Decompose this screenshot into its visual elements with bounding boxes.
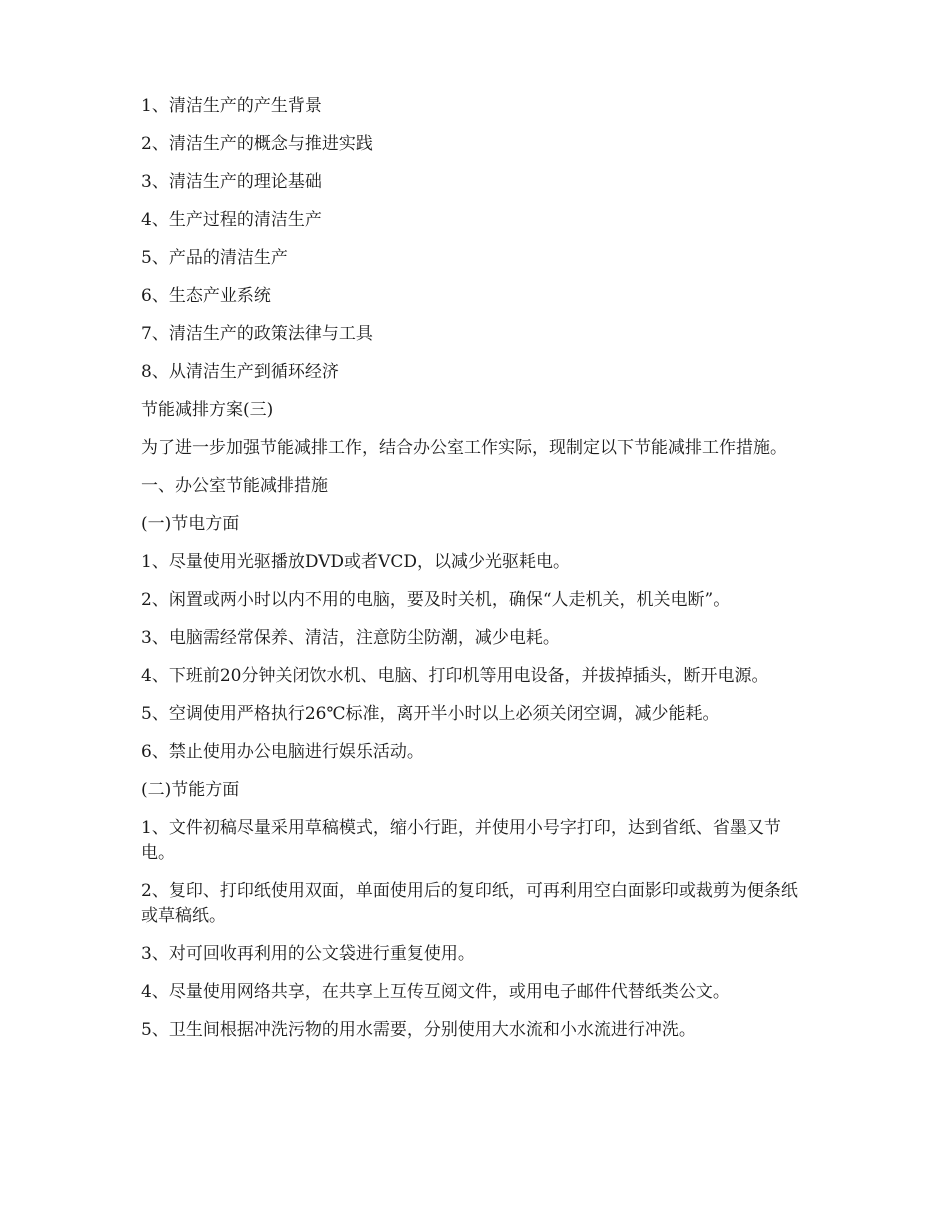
energy-item-3: 3、对可回收再利用的公文袋进行重复使用。: [141, 944, 475, 964]
toc-item-4: 4、生产过程的清洁生产: [141, 210, 322, 230]
toc-item-7: 7、清洁生产的政策法律与工具: [141, 324, 373, 344]
energy-item-1: 1、文件初稿尽量采用草稿模式，缩小行距，并使用小号字打印，达到省纸、省墨又节电。: [141, 818, 781, 863]
power-item-5: 5、空调使用严格执行26℃标准，离开半小时以上必须关闭空调，减少能耗。: [141, 704, 720, 724]
intro-paragraph: 为了进一步加强节能减排工作，结合办公室工作实际，现制定以下节能减排工作措施。: [141, 438, 787, 458]
toc-item-5: 5、产品的清洁生产: [141, 248, 288, 268]
power-item-1: 1、尽量使用光驱播放DVD或者VCD，以减少光驱耗电。: [141, 552, 570, 572]
power-item-4: 4、下班前20分钟关闭饮水机、电脑、打印机等用电设备，并拔掉插头，断开电源。: [141, 666, 769, 686]
subheading-energy-saving: (二)节能方面: [141, 780, 240, 800]
power-item-2: 2、闲置或两小时以内不用的电脑，要及时关机，确保“人走机关，机关电断”。: [141, 590, 731, 610]
energy-item-4: 4、尽量使用网络共享，在共享上互传互阅文件，或用电子邮件代替纸类公文。: [141, 982, 730, 1002]
toc-item-2: 2、清洁生产的概念与推进实践: [141, 134, 373, 154]
toc-item-6: 6、生态产业系统: [141, 286, 271, 306]
power-item-6: 6、禁止使用办公电脑进行娱乐活动。: [141, 742, 424, 762]
energy-item-5: 5、卫生间根据冲洗污物的用水需要，分别使用大水流和小水流进行冲洗。: [141, 1020, 696, 1040]
document-page: [141, 94, 813, 1056]
toc-item-1: 1、清洁生产的产生背景: [141, 96, 322, 116]
power-item-3: 3、电脑需经常保养、清洁，注意防尘防潮，减少电耗。: [141, 628, 560, 648]
toc-item-3: 3、清洁生产的理论基础: [141, 172, 322, 192]
section-title: 节能减排方案(三): [141, 400, 274, 420]
toc-item-8: 8、从清洁生产到循环经济: [141, 362, 339, 382]
subheading-power-saving: (一)节电方面: [141, 514, 240, 534]
energy-item-2: 2、复印、打印纸使用双面，单面使用后的复印纸，可再利用空白面影印或裁剪为便条纸或草稿纸。: [141, 881, 798, 926]
heading-office-measures: 一、办公室节能减排措施: [141, 476, 328, 496]
